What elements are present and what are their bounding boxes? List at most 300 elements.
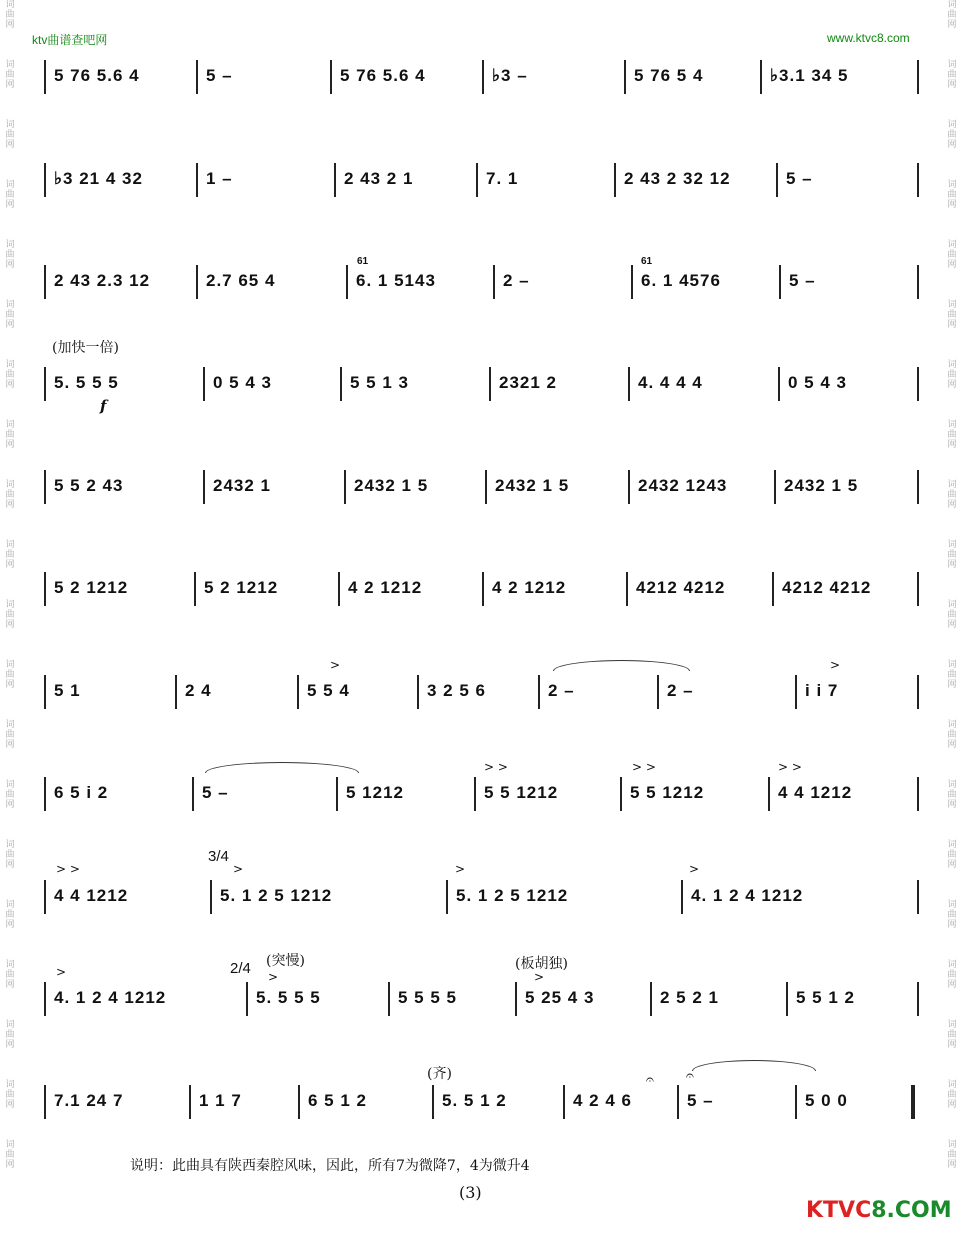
barline — [614, 163, 616, 197]
site-name-header: ktv曲谱查吧网 — [32, 33, 108, 47]
watermark-glyphs — [947, 540, 956, 570]
watermark-char: 网 — [5, 440, 15, 450]
measure-notes: 2321 2 — [499, 373, 557, 392]
measure-notes: 4 2 1212 — [348, 578, 423, 597]
watermark-char: 网 — [5, 140, 15, 150]
watermark-char: 词 — [947, 300, 957, 310]
barline — [917, 60, 919, 94]
staff-row — [0, 60, 962, 94]
barline — [515, 982, 517, 1016]
watermark-char: 曲 — [5, 1030, 15, 1040]
barline — [489, 367, 491, 401]
measure-notes: 5. 5 5 5 — [54, 373, 119, 392]
barline — [44, 982, 46, 1016]
watermark-glyphs — [947, 720, 956, 750]
watermark-char: 网 — [5, 860, 15, 870]
watermark-char: 词 — [947, 1080, 957, 1090]
watermark-char: 曲 — [947, 370, 957, 380]
watermark-char: 词 — [947, 180, 957, 190]
barline — [346, 265, 348, 299]
watermark-char: 词 — [947, 1140, 957, 1150]
site-url-header[interactable]: www.ktvc8.com — [827, 31, 910, 45]
watermark-char: 曲 — [947, 1150, 957, 1160]
measure-notes: 3 2 5 6 — [427, 681, 486, 700]
watermark-glyphs — [5, 1140, 14, 1170]
watermark-char: 曲 — [5, 1150, 15, 1160]
barline — [631, 265, 633, 299]
barline — [485, 470, 487, 504]
tie-slur — [692, 1060, 816, 1071]
measure-notes: 5 1 — [54, 681, 81, 700]
watermark-char: 曲 — [947, 970, 957, 980]
barline — [44, 265, 46, 299]
barline — [334, 163, 336, 197]
watermark-char: 网 — [5, 260, 15, 270]
measure-notes: 2 4 — [185, 681, 212, 700]
tempo-marking-sudden-slow: (突慢) — [266, 953, 305, 969]
measure-notes: 0 5 4 3 — [788, 373, 847, 392]
barline — [192, 777, 194, 811]
measure-notes: 7.1 24 7 — [54, 1091, 124, 1110]
barline — [446, 880, 448, 914]
watermark-char: 网 — [947, 740, 957, 750]
measure-notes: 6 5 1 2 — [308, 1091, 367, 1110]
barline — [330, 60, 332, 94]
measure-notes: 4 2 1212 — [492, 578, 567, 597]
measure-notes: 2432 1243 — [638, 476, 728, 495]
watermark-glyphs — [947, 0, 956, 30]
watermark-char: 曲 — [5, 790, 15, 800]
barline — [196, 265, 198, 299]
barline — [482, 572, 484, 606]
watermark-char: 曲 — [5, 370, 15, 380]
watermark-char: 词 — [5, 540, 15, 550]
watermark-char: 网 — [5, 920, 15, 930]
watermark-char: 曲 — [947, 310, 957, 320]
watermark-char: 网 — [947, 200, 957, 210]
accent-icon: > — [830, 658, 841, 672]
measure-notes: 5. 5 1 2 — [442, 1091, 507, 1110]
watermark-char: 网 — [5, 680, 15, 690]
measure-notes: 5. 5 5 5 — [256, 988, 321, 1007]
accent-icon: > > — [632, 760, 656, 774]
watermark-char: 曲 — [5, 910, 15, 920]
watermark-char: 网 — [947, 680, 957, 690]
barline — [432, 1085, 434, 1119]
watermark-char: 曲 — [5, 130, 15, 140]
accent-icon: > > — [778, 760, 802, 774]
measure-notes: 6. 1 4576 — [641, 271, 721, 290]
watermark-char: 词 — [947, 0, 957, 10]
watermark-char: 词 — [5, 240, 15, 250]
watermark-char: 网 — [947, 320, 957, 330]
measure-notes: 5 5 1 3 — [350, 373, 409, 392]
measure-notes: 5 – — [687, 1091, 714, 1110]
barline — [44, 470, 46, 504]
watermark-char: 曲 — [947, 130, 957, 140]
accent-icon: > > — [56, 862, 80, 876]
measure-notes: 4 4 1212 — [54, 886, 129, 905]
grace-notes: 61 — [641, 256, 653, 267]
staff-row — [0, 265, 962, 299]
watermark-char: 网 — [947, 620, 957, 630]
watermark-char: 词 — [5, 480, 15, 490]
page-number: (3) — [459, 1183, 482, 1202]
fermata-icon: 𝄐 — [686, 1068, 694, 1084]
watermark-char: 网 — [947, 80, 957, 90]
watermark-char: 词 — [947, 1020, 957, 1030]
watermark-char: 曲 — [5, 970, 15, 980]
watermark-char: 曲 — [947, 250, 957, 260]
barline — [917, 367, 919, 401]
staff-row — [0, 777, 962, 811]
barline — [917, 777, 919, 811]
watermark-char: 词 — [5, 1020, 15, 1030]
barline — [776, 163, 778, 197]
watermark-char: 曲 — [5, 190, 15, 200]
watermark-char: 曲 — [5, 310, 15, 320]
barline — [620, 777, 622, 811]
watermark-char: 曲 — [947, 10, 957, 20]
watermark-char: 网 — [947, 980, 957, 990]
watermark-glyphs — [947, 120, 956, 150]
watermark-char: 网 — [5, 80, 15, 90]
measure-notes: 4212 4212 — [782, 578, 872, 597]
measure-notes: 2432 1 — [213, 476, 271, 495]
watermark-char: 曲 — [947, 610, 957, 620]
watermark-char: 网 — [947, 800, 957, 810]
measure-notes: 5 2 1212 — [204, 578, 279, 597]
measure-notes: 2 43 2.3 12 — [54, 271, 151, 290]
watermark-char: 曲 — [947, 910, 957, 920]
barline — [44, 675, 46, 709]
watermark-char: 曲 — [947, 670, 957, 680]
watermark-char: 网 — [947, 500, 957, 510]
measure-notes: 5 5 2 43 — [54, 476, 124, 495]
barline — [44, 572, 46, 606]
barline — [760, 60, 762, 94]
grace-notes: 61 — [357, 256, 369, 267]
staff-row — [0, 1085, 962, 1119]
accent-icon: > — [56, 965, 67, 979]
staff-row — [0, 470, 962, 504]
dynamic-forte: f — [100, 397, 107, 415]
measure-notes: 7. 1 — [486, 169, 519, 188]
barline — [628, 367, 630, 401]
measure-notes: 1 1 7 — [199, 1091, 242, 1110]
watermark-char: 词 — [5, 0, 15, 10]
staff-row — [0, 880, 962, 914]
watermark-char: 词 — [947, 720, 957, 730]
measure-notes: i i 7 — [805, 681, 839, 700]
barline — [628, 470, 630, 504]
watermark-char: 曲 — [5, 490, 15, 500]
barline — [336, 777, 338, 811]
measure-notes: ♭3 21 4 32 — [54, 169, 143, 188]
barline — [476, 163, 478, 197]
watermark-char: 网 — [5, 800, 15, 810]
watermark-glyphs — [5, 540, 14, 570]
barline — [917, 163, 919, 197]
barline — [778, 367, 780, 401]
barline — [482, 60, 484, 94]
measure-notes: ♭3.1 34 5 — [770, 66, 849, 85]
watermark-char: 词 — [5, 720, 15, 730]
performance-note-unison: (齐) — [427, 1066, 452, 1082]
measure-notes: 5. 1 2 5 1212 — [456, 886, 569, 905]
measure-notes: 2 – — [667, 681, 694, 700]
barline — [189, 1085, 191, 1119]
watermark-char: 曲 — [947, 730, 957, 740]
watermark-char: 词 — [5, 420, 15, 430]
watermark-glyphs — [947, 840, 956, 870]
watermark-char: 词 — [5, 660, 15, 670]
accent-icon: > > — [484, 760, 508, 774]
watermark-glyphs — [5, 720, 14, 750]
barline — [493, 265, 495, 299]
barline — [917, 982, 919, 1016]
watermark-glyphs — [947, 420, 956, 450]
staff-row — [0, 675, 962, 709]
tie-slur — [553, 660, 690, 671]
watermark-char: 网 — [947, 440, 957, 450]
barline — [210, 880, 212, 914]
watermark-char: 网 — [5, 20, 15, 30]
barline — [44, 60, 46, 94]
staff-row — [0, 163, 962, 197]
watermark-char: 曲 — [947, 490, 957, 500]
accent-icon: > — [534, 970, 545, 984]
barline — [650, 982, 652, 1016]
barline — [779, 265, 781, 299]
watermark-char: 网 — [5, 200, 15, 210]
barline — [203, 367, 205, 401]
watermark-char: 网 — [5, 620, 15, 630]
barline — [297, 675, 299, 709]
watermark-glyphs — [947, 1020, 956, 1050]
barline — [203, 470, 205, 504]
watermark-char: 曲 — [947, 430, 957, 440]
watermark-char: 网 — [5, 980, 15, 990]
measure-notes: 2 – — [548, 681, 575, 700]
watermark-char: 词 — [5, 1080, 15, 1090]
measure-notes: 5 1212 — [346, 783, 404, 802]
barline — [196, 163, 198, 197]
measure-notes: 0 5 4 3 — [213, 373, 272, 392]
watermark-glyphs — [947, 300, 956, 330]
barline — [194, 572, 196, 606]
staff-row — [0, 982, 962, 1016]
watermark-char: 词 — [5, 960, 15, 970]
watermark-char: 曲 — [947, 850, 957, 860]
barline — [917, 675, 919, 709]
barline — [795, 675, 797, 709]
barline — [795, 1085, 797, 1119]
watermark-char: 网 — [5, 740, 15, 750]
measure-notes: 5 5 1212 — [484, 783, 559, 802]
barline — [624, 60, 626, 94]
watermark-char: 词 — [5, 120, 15, 130]
measure-notes: 2 43 2 1 — [344, 169, 414, 188]
watermark-char: 网 — [947, 140, 957, 150]
measure-notes: 5 – — [202, 783, 229, 802]
measure-notes: 4. 1 2 4 1212 — [54, 988, 167, 1007]
watermark-char: 网 — [947, 380, 957, 390]
watermark-char: 词 — [5, 300, 15, 310]
watermark-char: 曲 — [5, 70, 15, 80]
watermark-char: 词 — [947, 780, 957, 790]
barline — [338, 572, 340, 606]
watermark-glyphs — [947, 1140, 956, 1170]
accent-icon: > — [689, 862, 700, 876]
barline — [298, 1085, 300, 1119]
watermark-char: 网 — [5, 1100, 15, 1110]
barline — [917, 265, 919, 299]
site-logo: KTVC8.COM — [806, 1198, 952, 1223]
barline — [681, 880, 683, 914]
watermark-char: 词 — [5, 60, 15, 70]
measure-notes: 5 25 4 3 — [525, 988, 595, 1007]
footnote: 说明：此曲具有陕西秦腔风味，因此，所有7为微降7，4为微升4 — [130, 1158, 530, 1174]
accent-icon: > — [268, 970, 279, 984]
final-barline — [911, 1085, 915, 1119]
measure-notes: 2432 1 5 — [354, 476, 429, 495]
watermark-char: 网 — [947, 260, 957, 270]
measure-notes: 5 0 0 — [805, 1091, 848, 1110]
performance-note-banhu-solo: (板胡独) — [515, 956, 568, 972]
watermark-char: 网 — [5, 380, 15, 390]
watermark-char: 网 — [947, 1160, 957, 1170]
watermark-glyphs — [5, 840, 14, 870]
time-signature-3-4: 3/4 — [208, 848, 229, 865]
barline — [677, 1085, 679, 1119]
watermark-char: 曲 — [5, 430, 15, 440]
watermark-char: 词 — [5, 840, 15, 850]
barline — [538, 675, 540, 709]
watermark-char: 词 — [947, 660, 957, 670]
measure-notes: 2432 1 5 — [784, 476, 859, 495]
watermark-char: 曲 — [5, 550, 15, 560]
watermark-char: 词 — [5, 360, 15, 370]
watermark-char: 词 — [947, 420, 957, 430]
measure-notes: 2 5 2 1 — [660, 988, 719, 1007]
barline — [786, 982, 788, 1016]
watermark-char: 词 — [5, 600, 15, 610]
measure-notes: 5 – — [206, 66, 233, 85]
watermark-char: 词 — [947, 360, 957, 370]
measure-notes: 4. 1 2 4 1212 — [691, 886, 804, 905]
watermark-char: 网 — [947, 20, 957, 30]
measure-notes: 2 43 2 32 12 — [624, 169, 731, 188]
watermark-char: 曲 — [5, 1090, 15, 1100]
barline — [563, 1085, 565, 1119]
watermark-glyphs — [5, 300, 14, 330]
measure-notes: 4. 4 4 4 — [638, 373, 703, 392]
watermark-char: 网 — [5, 1040, 15, 1050]
barline — [768, 777, 770, 811]
watermark-char: 词 — [947, 600, 957, 610]
watermark-char: 网 — [5, 320, 15, 330]
accent-icon: > — [455, 862, 466, 876]
watermark-glyphs — [5, 0, 14, 30]
watermark-char: 网 — [947, 860, 957, 870]
measure-notes: 5 76 5.6 4 — [54, 66, 140, 85]
measure-notes: 5. 1 2 5 1212 — [220, 886, 333, 905]
barline — [474, 777, 476, 811]
barline — [417, 675, 419, 709]
watermark-char: 词 — [947, 120, 957, 130]
watermark-char: 词 — [5, 1140, 15, 1150]
barline — [44, 1085, 46, 1119]
barline — [44, 880, 46, 914]
measure-notes: 2432 1 5 — [495, 476, 570, 495]
measure-notes: 4 2 4 6 — [573, 1091, 632, 1110]
staff-row — [0, 572, 962, 606]
watermark-char: 词 — [5, 180, 15, 190]
time-signature-2-4: 2/4 — [230, 960, 251, 977]
watermark-char: 词 — [947, 240, 957, 250]
measure-notes: 5 5 1212 — [630, 783, 705, 802]
watermark-char: 曲 — [5, 610, 15, 620]
watermark-char: 词 — [947, 540, 957, 550]
watermark-char: 曲 — [947, 70, 957, 80]
watermark-char: 曲 — [5, 250, 15, 260]
measure-notes: 5 76 5.6 4 — [340, 66, 426, 85]
watermark-char: 网 — [5, 560, 15, 570]
barline — [774, 470, 776, 504]
watermark-char: 网 — [947, 560, 957, 570]
measure-notes: 5 5 5 5 — [398, 988, 457, 1007]
barline — [917, 880, 919, 914]
watermark-glyphs — [5, 120, 14, 150]
accent-icon: > — [233, 862, 244, 876]
watermark-char: 词 — [5, 900, 15, 910]
barline — [44, 367, 46, 401]
watermark-char: 词 — [5, 780, 15, 790]
measure-notes: 4212 4212 — [636, 578, 726, 597]
watermark-char: 曲 — [947, 1090, 957, 1100]
measure-notes: 2.7 65 4 — [206, 271, 276, 290]
watermark-char: 词 — [947, 840, 957, 850]
staff-row — [0, 367, 962, 401]
watermark-char: 词 — [947, 60, 957, 70]
watermark-char: 曲 — [947, 190, 957, 200]
watermark-char: 词 — [947, 480, 957, 490]
barline — [44, 777, 46, 811]
watermark-glyphs — [5, 420, 14, 450]
watermark-char: 曲 — [5, 10, 15, 20]
watermark-char: 网 — [5, 500, 15, 510]
measure-notes: 5 76 5 4 — [634, 66, 704, 85]
measure-notes: 5 – — [786, 169, 813, 188]
barline — [344, 470, 346, 504]
barline — [44, 163, 46, 197]
fermata-icon: 𝄐 — [646, 1072, 654, 1088]
watermark-char: 曲 — [947, 1030, 957, 1040]
measure-notes: 5 5 4 — [307, 681, 350, 700]
measure-notes: 2 – — [503, 271, 530, 290]
watermark-char: 网 — [947, 1100, 957, 1110]
accent-icon: > — [330, 658, 341, 672]
measure-notes: 6. 1 5143 — [356, 271, 436, 290]
barline — [388, 982, 390, 1016]
measure-notes: 4 4 1212 — [778, 783, 853, 802]
measure-notes: 5 2 1212 — [54, 578, 129, 597]
watermark-char: 曲 — [5, 730, 15, 740]
barline — [772, 572, 774, 606]
barline — [657, 675, 659, 709]
watermark-char: 曲 — [5, 670, 15, 680]
